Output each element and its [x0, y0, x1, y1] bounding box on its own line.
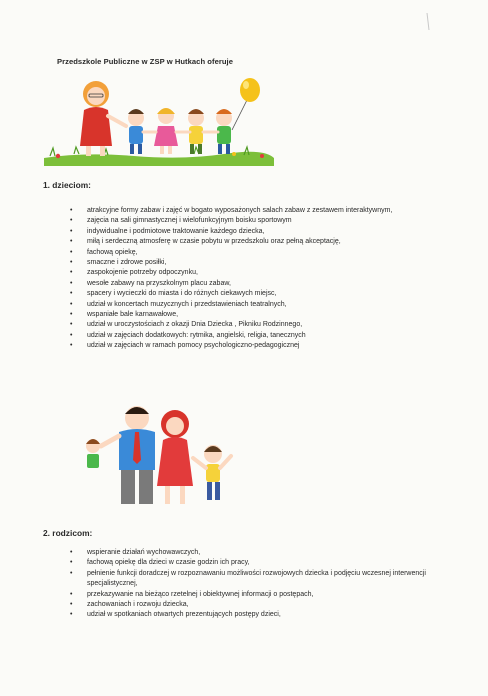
bullet: • [70, 238, 73, 246]
section-heading-parents: 2. rodzicom: [43, 528, 93, 538]
bullet: • [70, 279, 73, 287]
bullet: • [70, 290, 73, 298]
bullet: • [70, 300, 73, 308]
bullet: • [70, 611, 73, 619]
list-item: • udział w zajęciach w ramach pomocy psychologiczno-pedagogicznej [70, 341, 430, 351]
bullet: • [70, 259, 73, 267]
document-title: Przedszkole Publiczne w ZSP w Hutkach oferuje [57, 57, 233, 66]
list-item: • przekazywanie na bieżąco rzetelnej i obiektywnej informacji o postępach, [70, 590, 440, 600]
list-item: • pełnienie funkcji doradczej w rozpoznawaniu możliwości rozwojowych dziecka i podjęciu wczesnej interwencji specjalistycznej, [70, 569, 426, 588]
bullet: • [70, 331, 73, 339]
scan-artifact [426, 12, 430, 32]
bullet: • [70, 559, 73, 567]
list-item: • fachową opiekę, [70, 248, 430, 258]
list-item: • atrakcyjne formy zabaw i zajęć w bogato wyposażonych salach zabaw z zestawem interaktywnym, [70, 206, 430, 216]
parents-offer-list [70, 548, 440, 621]
list-item: • wspaniałe bale karnawałowe, [70, 310, 430, 320]
list-item: • indywidualne i podmiotowe traktowanie każdego dziecka, [70, 227, 430, 237]
bullet: • [70, 248, 73, 256]
bullet: • [70, 207, 73, 214]
list-item: • udział w koncertach muzycznych i przedstawieniach teatralnych, [70, 300, 430, 310]
bullet: • [70, 311, 73, 319]
list-item: • wesołe zabawy na przyszkolnym placu zabaw, [70, 279, 430, 289]
bullet: • [70, 590, 73, 598]
bullet: • [70, 269, 73, 277]
teacher-and-children-illustration [44, 74, 274, 166]
list-item: • zajęcia na sali gimnastycznej i wielofunkcyjnym boisku sportowym [70, 216, 430, 226]
bullet: • [70, 321, 73, 329]
list-item: • fachową opiekę dla dzieci w czasie godzin ich pracy, [70, 558, 440, 568]
list-item: • udział w uroczystościach z okazji Dnia Dziecka , Pikniku Rodzinnego, [70, 320, 430, 330]
bullet: • [70, 217, 73, 225]
bullet: • [70, 227, 73, 235]
bullet: • [70, 601, 73, 609]
list-item: • zaspokojenie potrzeby odpoczynku, [70, 268, 430, 278]
family-illustration [75, 398, 237, 506]
list-item: • spacery i wycieczki do miasta i do różnych ciekawych miejsc, [70, 289, 430, 299]
list-item: • udział w zajęciach dodatkowych: rytmika, angielski, religia, tanecznych [70, 331, 430, 341]
list-item: • miłą i serdeczną atmosferę w czasie pobytu w przedszkolu oraz pełną akceptację, [70, 237, 430, 247]
bullet: • [70, 549, 73, 556]
bullet: • [70, 342, 73, 350]
section-heading-children: 1. dzieciom: [43, 180, 91, 190]
bullet: • [70, 569, 73, 577]
list-item: • smaczne i zdrowe posiłki, [70, 258, 430, 268]
list-item: • zachowaniach i rozwoju dziecka, [70, 600, 440, 610]
children-offer-list [70, 206, 430, 352]
list-item: • wspieranie działań wychowawczych, [70, 548, 440, 558]
list-item: • udział w spotkaniach otwartych prezentujących postępy dzieci, [70, 610, 440, 620]
